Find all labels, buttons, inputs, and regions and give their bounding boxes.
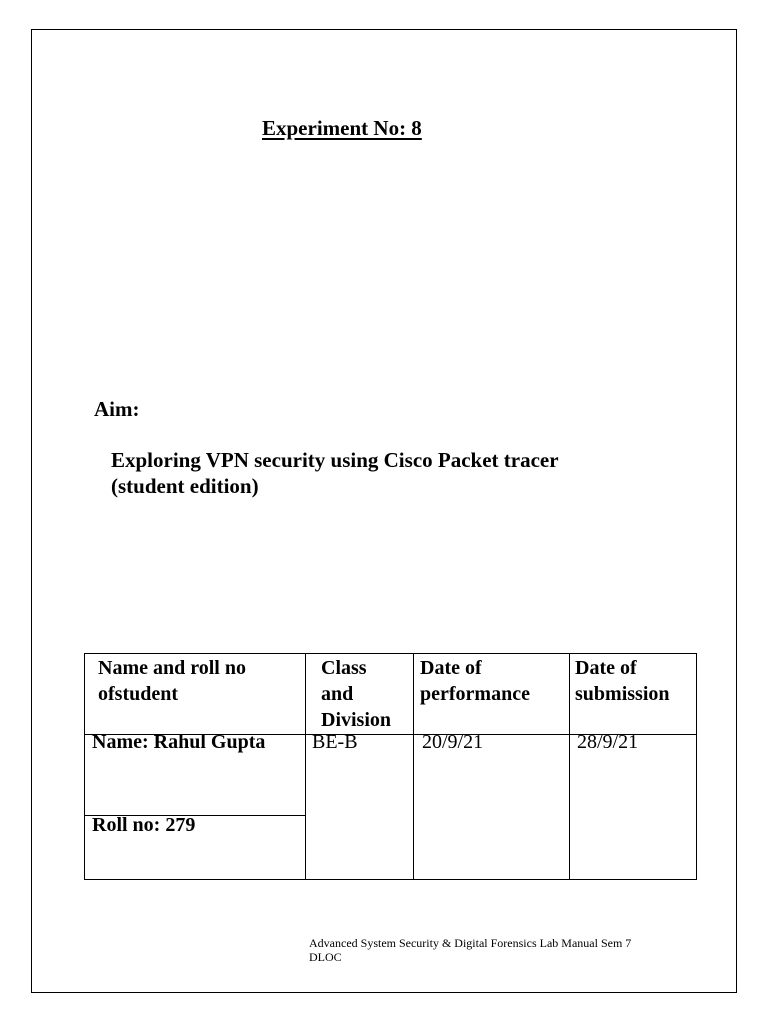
table-divider [413,654,414,879]
aim-label: Aim: [94,397,140,421]
date-performance-value: 20/9/21 [422,731,484,753]
header-date-performance: Date of performance [420,657,530,705]
experiment-title: Experiment No: 8 [262,116,422,140]
student-name: Name: Rahul Gupta [92,731,266,753]
footer [309,936,679,964]
header-class-division: Class and Division [321,657,392,731]
header-date-submission: Date of submission [575,657,670,705]
aim-text-line2: (student edition) [111,474,259,498]
header-name-roll: Name and roll no ofstudent [98,657,246,705]
aim-text [111,447,671,499]
aim-text-line1: Exploring VPN security using Cisco Packet tracer [111,448,559,472]
table-divider [569,654,570,879]
student-info-table [84,653,697,880]
footer-line1: Advanced System Security & Digital Forensics Lab Manual Sem 7 [309,936,632,950]
student-roll: Roll no: 279 [92,814,196,836]
table-divider [305,654,306,879]
date-submission-value: 28/9/21 [577,731,639,753]
footer-line2: DLOC [309,950,342,964]
class-division-value: BE-B [312,731,358,753]
